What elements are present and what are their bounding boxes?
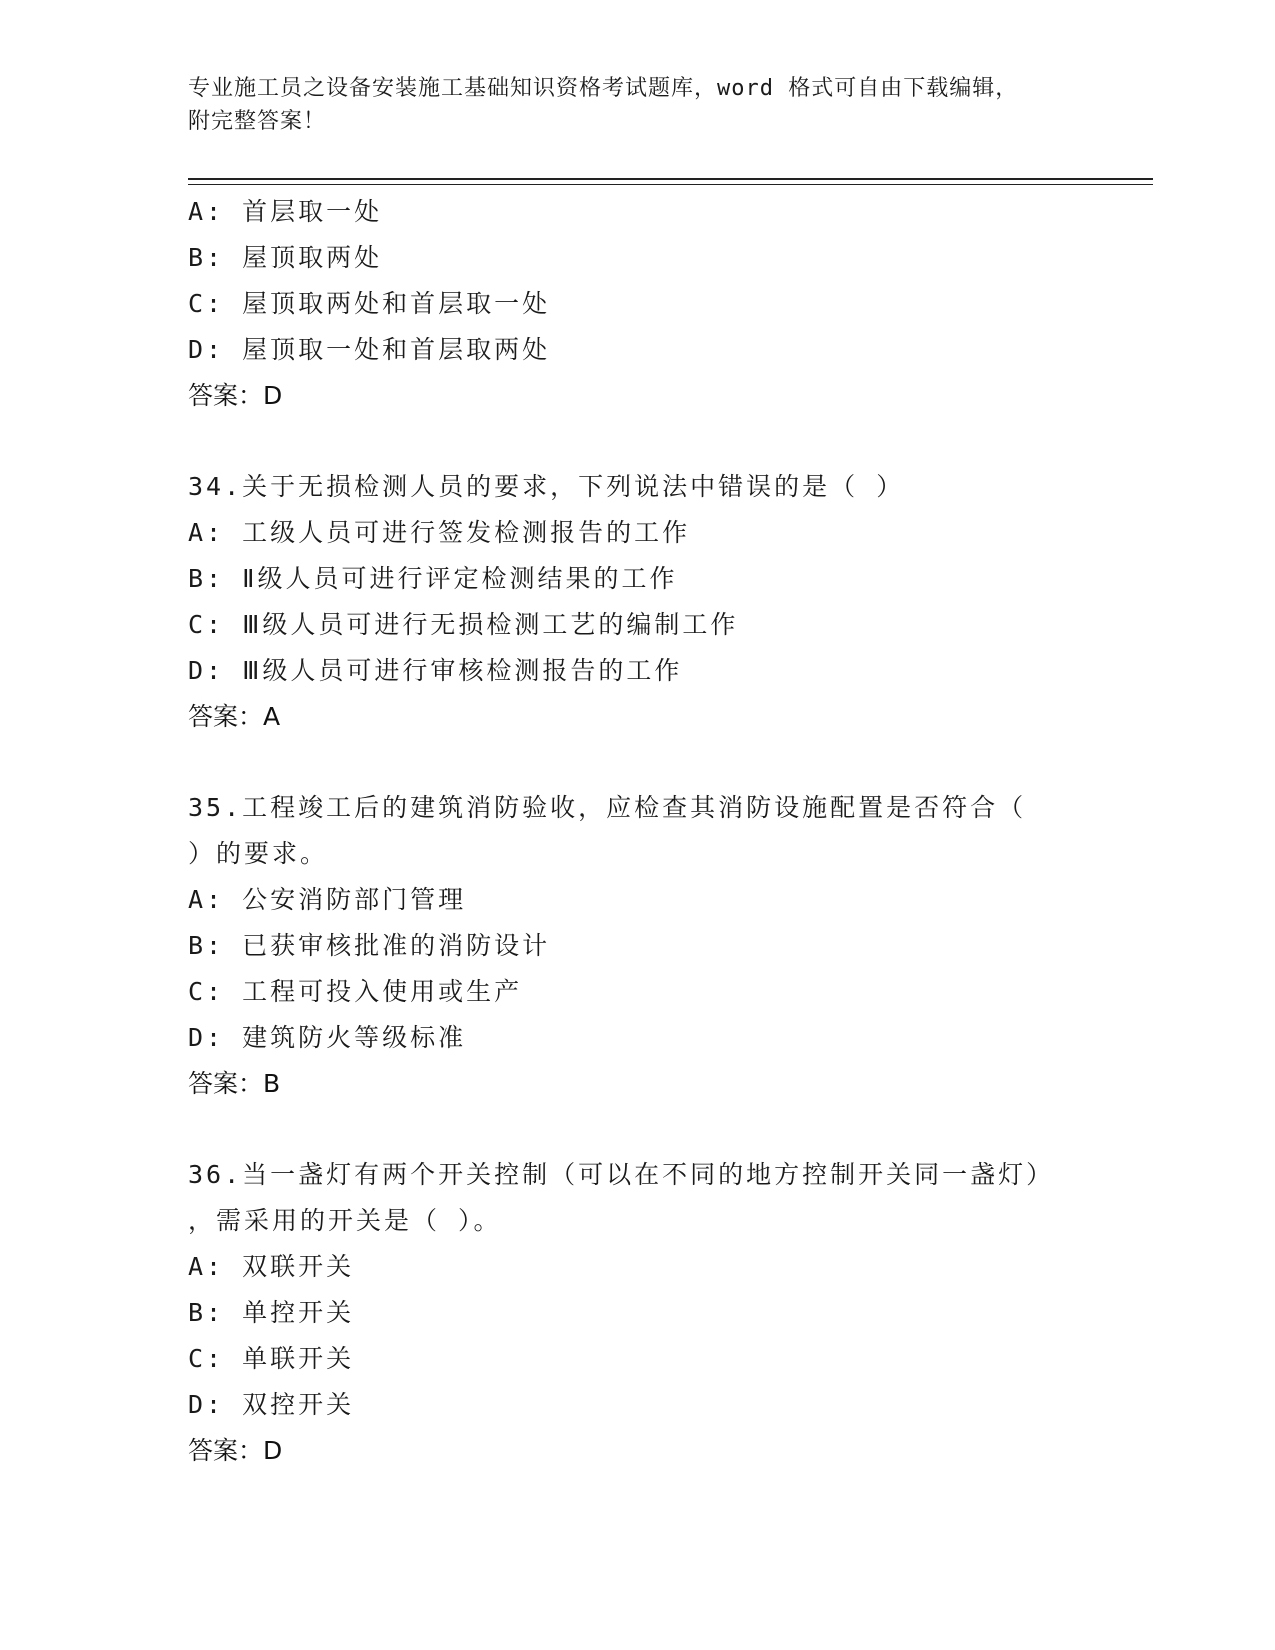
question-text bbox=[188, 464, 1068, 510]
spacer bbox=[188, 740, 1068, 785]
option-b: B: 单控开关 bbox=[188, 1298, 355, 1327]
option-c: C: 单联开关 bbox=[188, 1344, 355, 1373]
option-b: B: 屋顶取两处 bbox=[188, 243, 383, 272]
question-text-line: 35.工程竣工后的建筑消防验收，应检查其消防设施配置是否符合（ bbox=[188, 793, 1027, 822]
option-d: D: 建筑防火等级标准 bbox=[188, 1023, 467, 1052]
spacer bbox=[188, 419, 1068, 464]
option-c: C: 工程可投入使用或生产 bbox=[188, 977, 523, 1006]
option-d: D: 屋顶取一处和首层取两处 bbox=[188, 335, 551, 364]
question-35 bbox=[188, 785, 1068, 1107]
question-33 bbox=[188, 189, 1068, 419]
header-line-2: 附完整答案！ bbox=[188, 109, 327, 134]
answer-line: 答案：D bbox=[188, 1436, 283, 1465]
question-text bbox=[188, 1152, 1068, 1244]
option-b: B: 已获审核批准的消防设计 bbox=[188, 931, 551, 960]
option-a: A: 公安消防部门管理 bbox=[188, 885, 467, 914]
question-34 bbox=[188, 464, 1068, 740]
spacer bbox=[188, 1107, 1068, 1152]
header-line-1: 专业施工员之设备安装施工基础知识资格考试题库，word 格式可自由下载编辑， bbox=[188, 76, 1019, 101]
header-divider-thick bbox=[188, 178, 1153, 180]
question-36 bbox=[188, 1152, 1068, 1474]
question-text-line: ，需采用的开关是（ ）。 bbox=[188, 1206, 502, 1235]
question-text-line: ）的要求。 bbox=[188, 839, 329, 868]
question-text-line: 34.关于无损检测人员的要求，下列说法中错误的是（ ） bbox=[188, 472, 905, 501]
question-text bbox=[188, 785, 1068, 877]
header-divider-thin bbox=[188, 184, 1153, 185]
document-header bbox=[188, 72, 1068, 138]
option-c: C: Ⅲ级人员可进行无损检测工艺的编制工作 bbox=[188, 610, 739, 639]
option-d: D: Ⅲ级人员可进行审核检测报告的工作 bbox=[188, 656, 683, 685]
option-a: A: 首层取一处 bbox=[188, 197, 383, 226]
option-d: D: 双控开关 bbox=[188, 1390, 355, 1419]
answer-line: 答案：D bbox=[188, 381, 283, 410]
answer-line: 答案：B bbox=[188, 1069, 281, 1098]
answer-line: 答案：A bbox=[188, 702, 281, 731]
option-c: C: 屋顶取两处和首层取一处 bbox=[188, 289, 551, 318]
question-list bbox=[188, 189, 1068, 1474]
option-a: A: 工级人员可进行签发检测报告的工作 bbox=[188, 518, 691, 547]
option-a: A: 双联开关 bbox=[188, 1252, 355, 1281]
question-text-line: 36.当一盏灯有两个开关控制（可以在不同的地方控制开关同一盏灯） bbox=[188, 1160, 1055, 1189]
option-b: B: Ⅱ级人员可进行评定检测结果的工作 bbox=[188, 564, 678, 593]
